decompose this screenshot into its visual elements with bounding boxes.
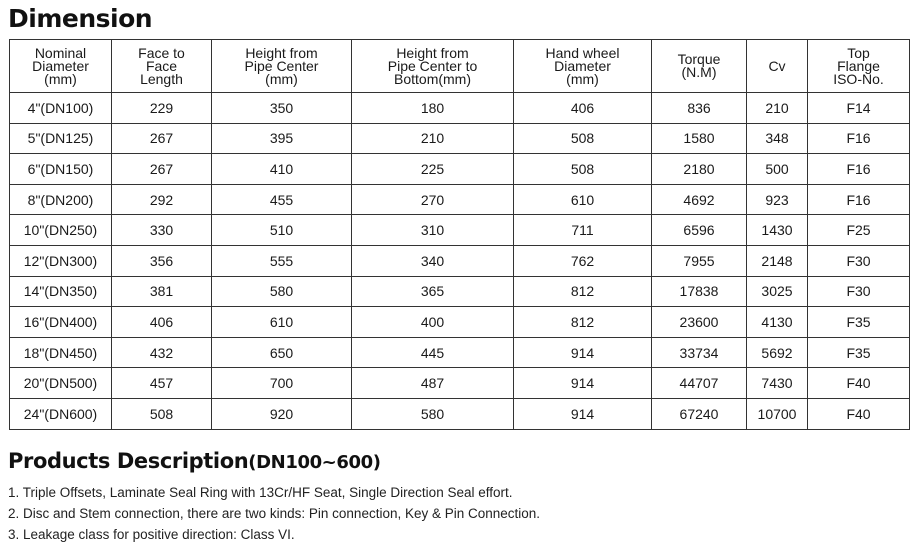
- table-row: [10, 215, 910, 246]
- table-cell: 4130: [747, 307, 808, 338]
- table-cell: 267: [112, 123, 212, 154]
- table-cell: 17838: [652, 276, 747, 307]
- table-row: [10, 337, 910, 368]
- table-cell: 3025: [747, 276, 808, 307]
- table-cell: 356: [112, 245, 212, 276]
- table-cell: 292: [112, 184, 212, 215]
- table-cell: 920: [212, 398, 352, 429]
- table-cell: 914: [514, 398, 652, 429]
- table-cell: 580: [352, 398, 514, 429]
- table-cell: 365: [352, 276, 514, 307]
- table-cell: 700: [212, 368, 352, 399]
- table-cell: 812: [514, 307, 652, 338]
- table-row: [10, 184, 910, 215]
- table-cell: 381: [112, 276, 212, 307]
- table-cell: 610: [514, 184, 652, 215]
- table-cell: 457: [112, 368, 212, 399]
- header-cv: Cv: [747, 40, 808, 93]
- table-cell: 7430: [747, 368, 808, 399]
- description-range: (DN100~600): [248, 452, 381, 473]
- table-cell: 44707: [652, 368, 747, 399]
- table-cell: 7955: [652, 245, 747, 276]
- table-cell: 67240: [652, 398, 747, 429]
- table-cell: 508: [514, 154, 652, 185]
- table-cell: 18"(DN450): [10, 337, 112, 368]
- table-cell: F35: [808, 307, 910, 338]
- table-cell: F30: [808, 245, 910, 276]
- table-cell: 8"(DN200): [10, 184, 112, 215]
- table-cell: 555: [212, 245, 352, 276]
- table-cell: 270: [352, 184, 514, 215]
- table-cell: 650: [212, 337, 352, 368]
- table-cell: 762: [514, 245, 652, 276]
- table-cell: 395: [212, 123, 352, 154]
- table-cell: 487: [352, 368, 514, 399]
- table-cell: 5692: [747, 337, 808, 368]
- header-height-from-pipe-center: Height from Pipe Center (mm): [212, 40, 352, 93]
- table-cell: F16: [808, 123, 910, 154]
- table-cell: 410: [212, 154, 352, 185]
- header-hand-wheel-diameter: Hand wheel Diameter (mm): [514, 40, 652, 93]
- table-cell: 1580: [652, 123, 747, 154]
- table-cell: F16: [808, 154, 910, 185]
- table-cell: 914: [514, 368, 652, 399]
- table-cell: F40: [808, 398, 910, 429]
- table-cell: 310: [352, 215, 514, 246]
- table-cell: F30: [808, 276, 910, 307]
- table-cell: 6"(DN150): [10, 154, 112, 185]
- table-cell: 2180: [652, 154, 747, 185]
- table-cell: 24"(DN600): [10, 398, 112, 429]
- table-cell: 508: [514, 123, 652, 154]
- table-row: [10, 154, 910, 185]
- table-row: [10, 276, 910, 307]
- table-cell: 16"(DN400): [10, 307, 112, 338]
- description-heading-text: Products Description: [8, 449, 249, 473]
- table-cell: 10700: [747, 398, 808, 429]
- table-cell: 20"(DN500): [10, 368, 112, 399]
- table-cell: 610: [212, 307, 352, 338]
- dimension-table: [9, 39, 910, 430]
- table-cell: 4692: [652, 184, 747, 215]
- table-cell: 350: [212, 93, 352, 124]
- header-top-flange: Top Flange ISO-No.: [808, 40, 910, 93]
- table-cell: 445: [352, 337, 514, 368]
- table-cell: 500: [747, 154, 808, 185]
- table-cell: F14: [808, 93, 910, 124]
- table-cell: 6596: [652, 215, 747, 246]
- table-row: [10, 93, 910, 124]
- table-cell: 400: [352, 307, 514, 338]
- table-cell: F25: [808, 215, 910, 246]
- table-cell: 210: [352, 123, 514, 154]
- table-cell: 406: [112, 307, 212, 338]
- table-cell: 406: [514, 93, 652, 124]
- table-cell: 23600: [652, 307, 747, 338]
- table-cell: 5"(DN125): [10, 123, 112, 154]
- description-item: 1. Triple Offsets, Laminate Seal Ring with 13Cr/HF Seat, Single Direction Seal effort.: [8, 485, 513, 500]
- table-cell: F16: [808, 184, 910, 215]
- page-title: Dimension: [8, 4, 153, 33]
- table-cell: 210: [747, 93, 808, 124]
- table-cell: 2148: [747, 245, 808, 276]
- header-torque: Torque (N.M): [652, 40, 747, 93]
- table-cell: 267: [112, 154, 212, 185]
- table-header-row: [10, 40, 910, 93]
- table-cell: 33734: [652, 337, 747, 368]
- table-cell: 836: [652, 93, 747, 124]
- table-cell: 225: [352, 154, 514, 185]
- table-cell: 4"(DN100): [10, 93, 112, 124]
- table-cell: F35: [808, 337, 910, 368]
- table-cell: 229: [112, 93, 212, 124]
- table-cell: 580: [212, 276, 352, 307]
- products-description-heading: [8, 449, 381, 473]
- table-cell: 508: [112, 398, 212, 429]
- table-row: [10, 398, 910, 429]
- table-cell: F40: [808, 368, 910, 399]
- header-nominal-diameter: Nominal Diameter (mm): [10, 40, 112, 93]
- table-cell: 455: [212, 184, 352, 215]
- table-cell: 330: [112, 215, 212, 246]
- table-cell: 10"(DN250): [10, 215, 112, 246]
- table-cell: 923: [747, 184, 808, 215]
- table-cell: 348: [747, 123, 808, 154]
- description-item: 2. Disc and Stem connection, there are two kinds: Pin connection, Key & Pin Connection.: [8, 506, 541, 521]
- header-height-to-bottom: Height from Pipe Center to Bottom(mm): [352, 40, 514, 93]
- table-cell: 510: [212, 215, 352, 246]
- table-cell: 12"(DN300): [10, 245, 112, 276]
- table-row: [10, 123, 910, 154]
- table-cell: 340: [352, 245, 514, 276]
- description-list: [8, 482, 540, 545]
- header-face-to-face-length: Face to Face Length: [112, 40, 212, 93]
- table-cell: 1430: [747, 215, 808, 246]
- description-item: 3. Leakage class for positive direction: Class VI.: [8, 527, 295, 542]
- table-cell: 812: [514, 276, 652, 307]
- table-row: [10, 307, 910, 338]
- table-cell: 432: [112, 337, 212, 368]
- table-row: [10, 245, 910, 276]
- table-cell: 180: [352, 93, 514, 124]
- table-cell: 711: [514, 215, 652, 246]
- table-row: [10, 368, 910, 399]
- table-cell: 914: [514, 337, 652, 368]
- table-cell: 14"(DN350): [10, 276, 112, 307]
- table-body: [10, 93, 910, 430]
